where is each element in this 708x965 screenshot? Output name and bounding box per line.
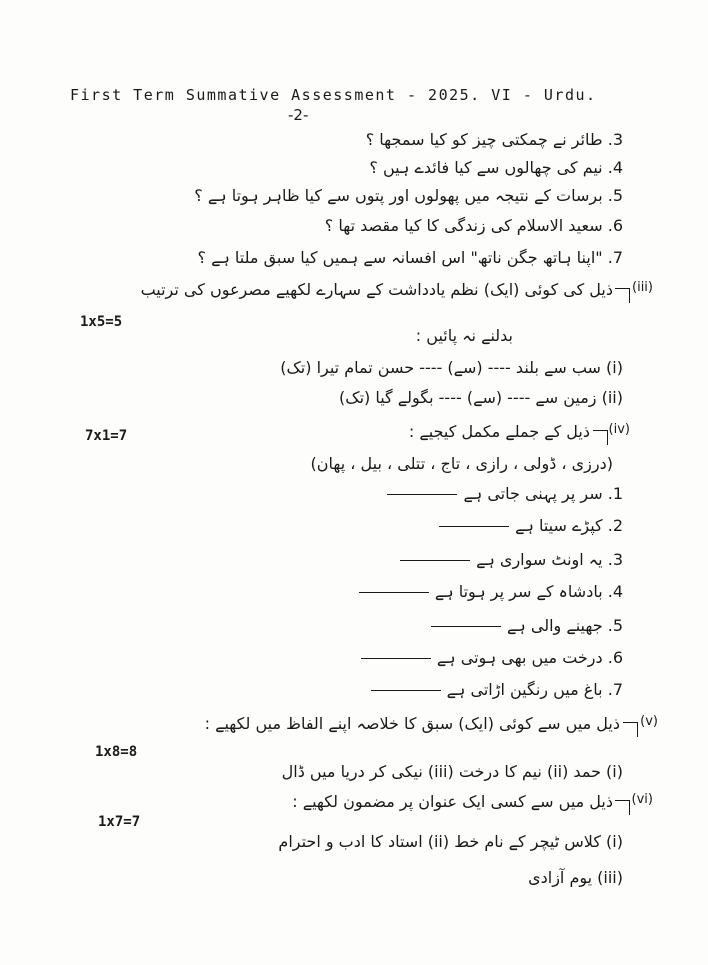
sentence-5-text: 5. جھینے والی ہے [507,616,623,635]
section-iv-word-bank: (درزی ، ڈولی ، رازی ، تاج ، تتلی ، بیل ، پھان) [310,454,613,473]
section-iii-option-1: (i) سب سے بلند ---- (سے) ---- حسن تمام تیرا (تک) [280,358,623,377]
section-vi-marks: 1x7=7 [98,814,141,830]
section-iv-instruction: ذیل کے جملے مکمل کیجیے : [408,422,590,441]
sentence-7-blank [371,690,441,691]
section-vi-instruction: ذیل میں سے کسی ایک عنوان پر مضمون لکھیے : [292,792,613,811]
section-iii-instruction-cont: بدلنے نہ پائیں : [415,326,513,345]
sentence-5 [425,616,623,635]
sentence-3 [394,550,623,569]
section-vi-options: (i) کلاس ٹیچر کے نام خط (ii) استاد کا ادب و احترام [278,832,623,851]
question-3: 3. طائر نے چمکتی چیز کو کیا سمجھا ؟ [365,130,623,149]
question-7: 7. "اپنا ہاتھ جگن ناتھ" اس افسانہ سے ہمیں کیا سبق ملتا ہے ؟ [197,248,623,267]
sentence-4 [353,582,623,601]
sentence-1-text: 1. سر پر پہنی جاتی ہے [463,484,623,503]
section-v-instruction: ذیل میں سے کوئی (ایک) سبق کا خلاصہ اپنے الفاظ میں لکھیے : [204,714,620,733]
sentence-7-text: 7. باغ میں رنگین اڑاتی ہے [446,680,623,699]
sentence-6-text: 6. درخت میں بھی ہوتی ہے [436,648,623,667]
sentence-6 [355,648,623,667]
exam-title: First Term Summative Assessment - 2025. VI - Urdu. [70,86,597,104]
section-iv-label: (iv) [608,422,630,437]
sentence-5-blank [431,626,501,627]
section-vi-mark [615,800,630,815]
question-5: 5. برسات کے نتیجہ میں پھولوں اور پتوں سے کیا ظاہر ہوتا ہے ؟ [194,186,623,205]
section-v-options: (i) حمد (ii) نیم کا درخت (iii) نیکی کر دریا میں ڈال [281,762,623,781]
section-iv-marks: 7x1=7 [85,428,128,444]
sentence-4-text: 4. بادشاہ کے سر پر ہوتا ہے [434,582,623,601]
sentence-4-blank [359,592,429,593]
sentence-3-text: 3. یہ اونٹ سواری ہے [476,550,623,569]
sentence-2-text: 2. کپڑے سیتا ہے [515,516,623,535]
section-iv-mark [593,430,608,445]
question-6: 6. سعید الاسلام کی زندگی کا کیا مقصد تھا ؟ [324,216,623,235]
page-number: -2- [288,106,309,124]
sentence-1-blank [387,494,457,495]
sentence-2 [433,516,623,535]
section-v-marks: 1x8=8 [95,744,138,760]
section-iii-option-2: (ii) زمین سے ---- (سے) ---- بگولے گیا (تک) [339,388,623,407]
section-v-mark [623,722,638,737]
section-vi-option-3: (iii) یوم آزادی [528,868,623,887]
sentence-3-blank [400,560,470,561]
section-iii-label: (iii) [632,280,653,295]
sentence-2-blank [439,526,509,527]
section-iii-mark [615,288,630,303]
sentence-1 [381,484,623,503]
sentence-7 [365,680,623,699]
section-vi-label: (vi) [631,792,653,807]
sentence-6-blank [361,658,431,659]
section-iii-instruction: ذیل کی کوئی (ایک) نظم یادداشت کے سہارے لکھیے مصرعوں کی ترتیب [140,280,613,299]
section-iii-marks: 1x5=5 [80,314,123,330]
section-v-label: (v) [640,714,658,729]
question-4: 4. نیم کی چھالوں سے کیا فائدے ہیں ؟ [369,158,623,177]
